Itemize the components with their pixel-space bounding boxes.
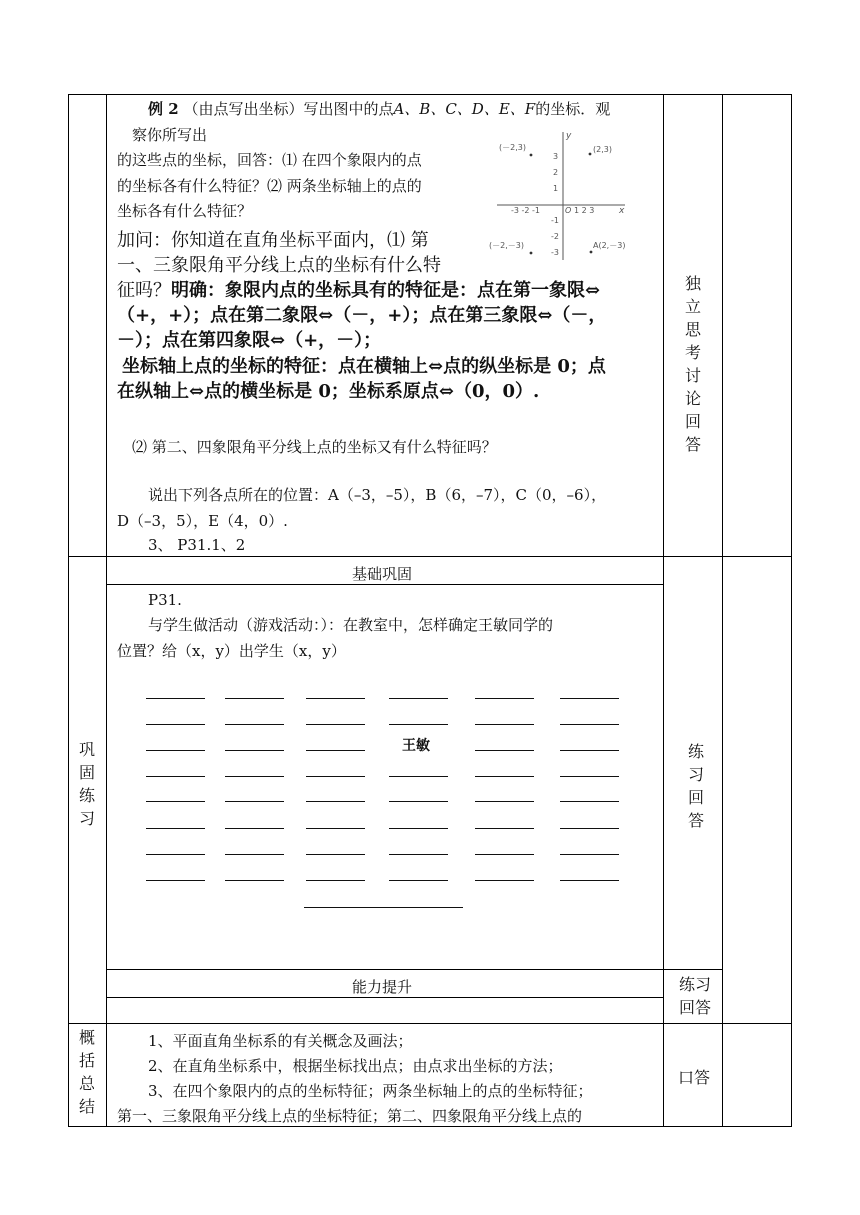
consolidate-label: 巩 固 练 习	[78, 740, 95, 828]
seat	[475, 880, 534, 881]
seat	[146, 724, 205, 725]
seat	[560, 880, 619, 881]
origin-label: O	[565, 206, 572, 215]
table-col-divider-2	[663, 94, 664, 1127]
point-2-3	[589, 153, 592, 156]
example-line-5: 坐标各有什么特征？	[117, 202, 253, 220]
seat	[475, 724, 534, 725]
extra-line-6: 坐标轴上点的坐标的特征：点在横轴上⇔点的纵坐标是 0；点	[122, 356, 606, 377]
x-axis-label: x	[619, 206, 625, 216]
side-label-1: 独立 思考 讨论 回答	[684, 274, 701, 454]
seat	[146, 801, 205, 802]
seat	[225, 828, 284, 829]
example-tail: 的坐标．观	[535, 100, 611, 118]
x-neg-ticks: -3 -2 -1	[511, 206, 541, 215]
example-line-4: 的坐标各有什么特征？⑵ 两条坐标轴上的点的	[117, 177, 422, 195]
table-bottom-border	[68, 1126, 792, 1127]
seat	[306, 776, 365, 777]
seat	[560, 801, 619, 802]
seat	[475, 776, 534, 777]
extra-line-5: －）；点在第四象限⇔（+，－）；	[117, 330, 382, 351]
seat	[225, 801, 284, 802]
seat	[560, 750, 619, 751]
y-tick-1: 1	[553, 184, 559, 193]
p31-label: P31.	[148, 591, 182, 609]
seat	[306, 880, 365, 881]
activity-line-1: 与学生做活动（游戏活动：）：在教室中，怎样确定王敏同学的	[148, 616, 554, 634]
example-label: 例 2	[148, 100, 179, 118]
activity-line-2: 位置？给（x，y）出学生（x，y）	[117, 642, 346, 660]
extra-line-7: 在纵轴上⇔点的横坐标是 0；坐标系原点⇔（0，0）.	[117, 381, 540, 402]
seat	[146, 698, 205, 699]
summary-line-3: 3、在四个象限内的点的坐标特征；两条坐标轴上的点的坐标特征；	[148, 1082, 593, 1100]
seat	[475, 750, 534, 751]
seat	[306, 724, 365, 725]
table-left-border	[68, 94, 69, 1127]
row-divider-1	[68, 556, 792, 557]
seat	[389, 854, 448, 855]
coordinate-figure	[485, 128, 645, 268]
seat	[306, 698, 365, 699]
locate-line-2: D（–3，5），E（4，0）.	[117, 512, 288, 530]
seat	[225, 698, 284, 699]
y-tick-3: 3	[553, 152, 559, 161]
seat	[475, 828, 534, 829]
seat	[306, 828, 365, 829]
point-A	[590, 251, 593, 254]
basic-header: 基础巩固	[352, 565, 413, 583]
row-divider-2	[106, 969, 722, 970]
row-divider-basic-header	[106, 584, 663, 585]
seat	[560, 854, 619, 855]
point-m2-3	[530, 154, 533, 157]
seat	[306, 854, 365, 855]
summary-side-label: 口答	[678, 1068, 711, 1087]
point-2-3-label: (2,3)	[593, 145, 612, 154]
seat	[389, 828, 448, 829]
seat	[389, 776, 448, 777]
item-3: 3、 P31.1、2	[148, 536, 246, 554]
teacher-desk	[304, 907, 463, 908]
summary-line-4: 第一、三象限角平分线上点的坐标特征；第二、四象限角平分线上点的	[117, 1107, 583, 1125]
point-m2-m3	[530, 252, 533, 255]
summary-line-2: 2、在直角坐标系中，根据坐标找出点；由点求出坐标的方法；	[148, 1057, 563, 1075]
seat	[306, 801, 365, 802]
seat	[225, 776, 284, 777]
consolidate-side-label: 练习 回答	[687, 742, 704, 830]
seat	[146, 880, 205, 881]
example-line-2: 察你所写出	[132, 126, 208, 144]
row-divider-3	[68, 1023, 792, 1024]
y-tick-2: 2	[553, 168, 559, 177]
x-pos-ticks: 1 2 3	[574, 206, 595, 215]
table-col-divider-1	[106, 94, 107, 1127]
seat	[225, 880, 284, 881]
extra-line-4: （+，+）；点在第二象限⇔（－，+）；点在第三象限⇔（－，	[117, 305, 607, 326]
seat	[146, 828, 205, 829]
seat	[389, 801, 448, 802]
seat	[560, 724, 619, 725]
summary-line-1: 1、平面直角坐标系的有关概念及画法；	[148, 1032, 413, 1050]
extra-line-2: 一、三象限角平分线上点的坐标有什么特	[117, 255, 441, 276]
seat	[146, 854, 205, 855]
example-line-3: 的这些点的坐标，回答：⑴ 在四个象限内的点	[117, 151, 422, 169]
table-col-divider-3	[722, 94, 723, 1127]
y-axis-label: y	[566, 131, 572, 141]
seat	[475, 801, 534, 802]
point-m2-m3-label: (－2,－3)	[489, 241, 524, 250]
seat	[475, 698, 534, 699]
extra-line-3	[117, 276, 600, 302]
table-right-border	[791, 94, 792, 1127]
seat-name-wang-min: 王敏	[402, 738, 430, 754]
seat	[389, 698, 448, 699]
table-top-border	[68, 94, 792, 95]
extra-line-1: 加问：你知道在直角坐标平面内，⑴ 第	[117, 230, 429, 251]
example-intro: （由点写出坐标）写出图中的点	[183, 100, 394, 118]
y-tick-m2: -2	[551, 232, 559, 241]
seat	[306, 750, 365, 751]
seat	[560, 698, 619, 699]
row-divider-ability-header	[106, 997, 663, 998]
locate-line-1: 说出下列各点所在的位置：A（–3，–5），B（6，–7），C（0，–6），	[148, 486, 607, 504]
seat	[146, 776, 205, 777]
seat	[560, 828, 619, 829]
ability-side-label: 练习 回答	[678, 975, 711, 1017]
seat	[146, 750, 205, 751]
seat	[560, 776, 619, 777]
example-line-1	[148, 98, 610, 119]
summary-label: 概 括 总 结	[78, 1028, 95, 1116]
seat	[389, 724, 448, 725]
question-2: ⑵ 第二、四象限角平分线上点的坐标又有什么特征吗？	[132, 438, 497, 456]
seat	[225, 854, 284, 855]
example-letters: A、B、C、D、E、F	[393, 100, 536, 118]
extra-line-3a: 征吗？	[117, 280, 171, 301]
seat	[389, 880, 448, 881]
seat	[475, 854, 534, 855]
y-tick-m1: -1	[551, 216, 559, 225]
extra-line-3b: 明确：象限内点的坐标具有的特征是：点在第一象限⇔	[171, 280, 601, 301]
point-m2-3-label: (－2,3)	[499, 143, 526, 152]
point-A-label: A(2,－3)	[593, 241, 626, 250]
seat	[225, 724, 284, 725]
seat	[225, 750, 284, 751]
ability-header: 能力提升	[352, 978, 413, 996]
y-tick-m3: -3	[551, 248, 559, 257]
